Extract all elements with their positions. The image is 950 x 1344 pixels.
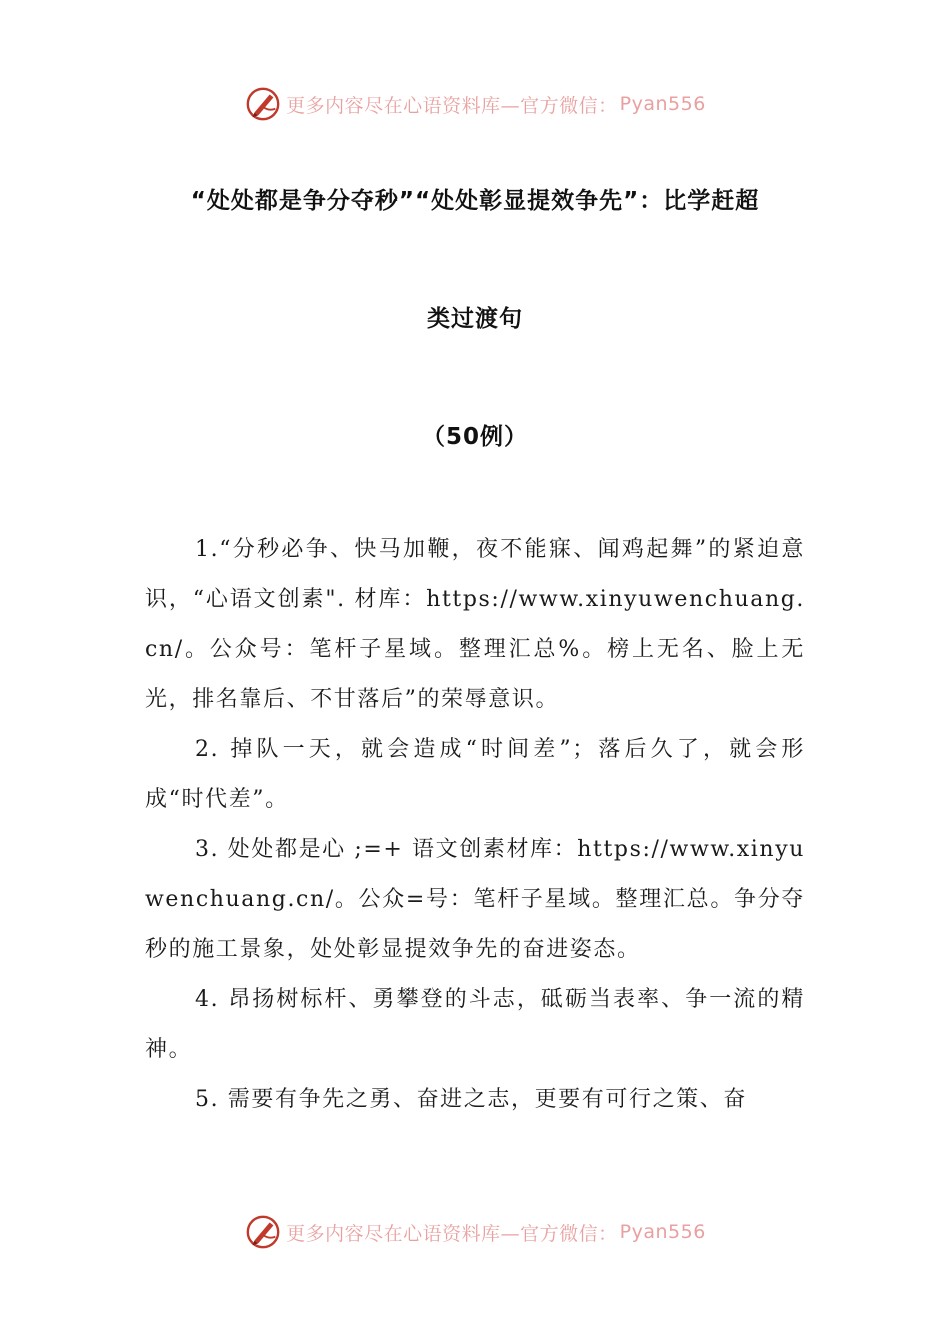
watermark-contact: Pyan556 — [619, 1221, 706, 1243]
page-title-line-3: （50例） — [421, 424, 528, 450]
paragraph-3: 3. 处处都是心 ;=+ 语文创素材库：https://www.xinyuwenchuang.cn/。公众=号：笔杆子星域。整理汇总。争分夺秒的施工景象，处处彰显提效争先的奋进姿态。 — [145, 837, 805, 962]
watermark-text: 更多内容尽在心语资料库—官方微信： — [286, 1222, 618, 1245]
paragraph-4: 4. 昂扬树标杆、勇攀登的斗志，砥砺当表率、争一流的精神。 — [145, 987, 805, 1062]
pen-logo-icon — [244, 1213, 282, 1251]
watermark-header — [0, 82, 950, 126]
pen-logo-icon — [244, 85, 282, 123]
watermark-contact: Pyan556 — [619, 93, 706, 115]
page-title-line-2: 类过渡句 — [427, 306, 523, 332]
page-title-line-1: “处处都是争分夺秒”“处处彰显提效争先”：比学赶超 — [190, 188, 760, 214]
paragraph-1: 1.“分秒必争、快马加鞭，夜不能寐、闻鸡起舞”的紧迫意识，“心语文创素". 材库：https://www.xinyuwenchuang.cn/。公众号：笔杆子星域。整理汇总%。榜上无名、脸上无光，排名靠后、不甘落后”的荣辱意识。 — [145, 537, 805, 712]
watermark-text: 更多内容尽在心语资料库—官方微信： — [286, 94, 618, 117]
paragraph-5: 5. 需要有争先之勇、奋进之志，更要有可行之策、奋 — [195, 1087, 747, 1112]
watermark-footer — [0, 1210, 950, 1254]
paragraph-2: 2. 掉队一天，就会造成“时间差”；落后久了，就会形成“时代差”。 — [145, 737, 805, 812]
document-body — [145, 525, 805, 1125]
